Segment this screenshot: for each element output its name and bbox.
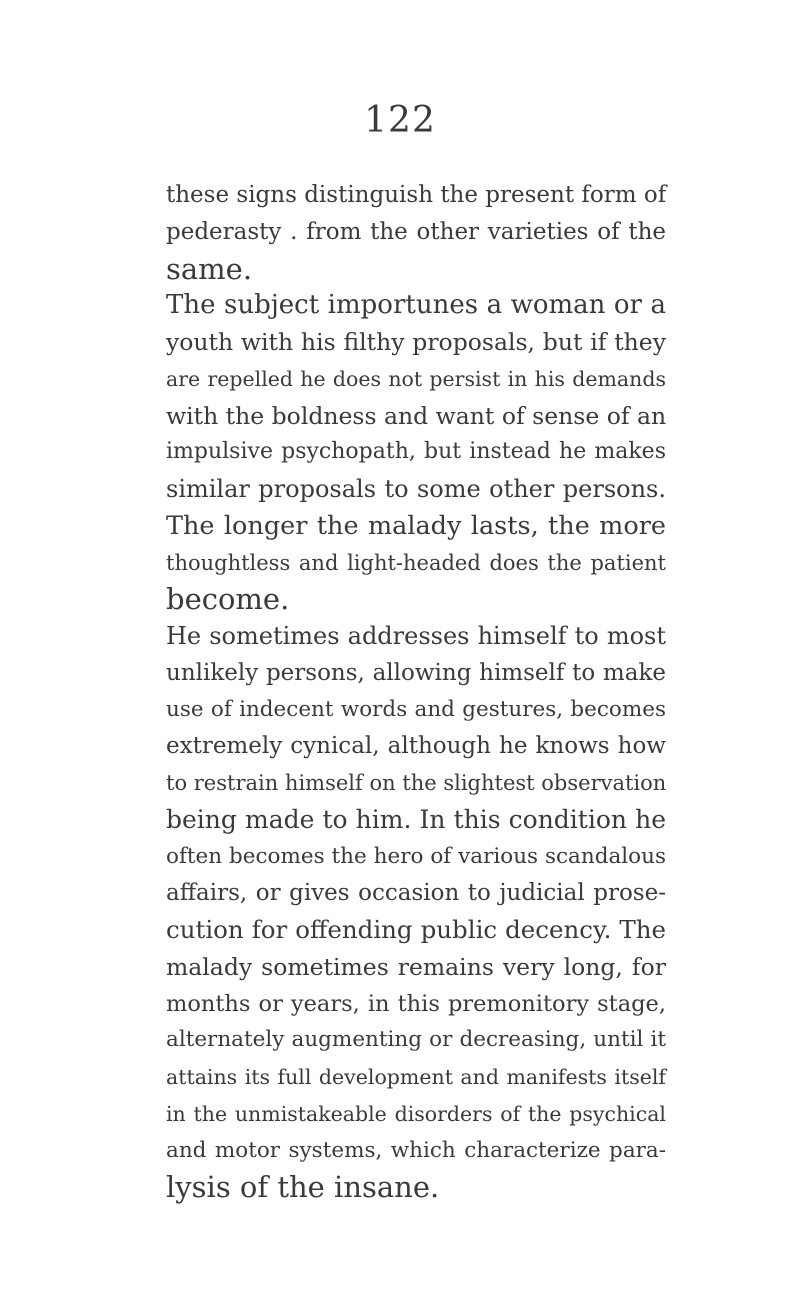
- text-line: alternately augmenting or decreasing, until it: [166, 1027, 666, 1053]
- text-line: use of indecent words and gestures, becomes: [166, 696, 666, 722]
- text-line: these signs distinguish the present form of: [166, 182, 667, 208]
- text-line: same.: [166, 251, 253, 286]
- text-line: to restrain himself on the slightest observation: [166, 771, 667, 795]
- text-line: often becomes the hero of various scandalous: [166, 843, 666, 869]
- text-line: He sometimes addresses himself to most: [166, 622, 666, 650]
- text-line: being made to him. In this condition he: [166, 804, 666, 834]
- text-line: youth with his filthy proposals, but if they: [166, 328, 666, 356]
- text-line: lysis of the insane.: [166, 1170, 440, 1205]
- text-line: affairs, or gives occasion to judicial prose-: [166, 880, 666, 907]
- text-line: and motor systems, which characterize para-: [166, 1137, 666, 1163]
- text-line: impulsive psychopath, but instead he makes: [166, 439, 666, 465]
- page-number: 122: [364, 100, 436, 141]
- text-line: thoughtless and light-headed does the patient: [166, 550, 666, 575]
- text-line: attains its full development and manifests itself: [166, 1065, 666, 1089]
- text-line: become.: [166, 582, 290, 617]
- body-text: [166, 177, 666, 1206]
- text-line: months or years, in this premonitory stage,: [166, 990, 666, 1017]
- text-line: with the boldness and want of sense of an: [166, 401, 667, 430]
- text-line: similar proposals to some other persons.: [166, 475, 666, 503]
- text-line: are repelled he does not persist in his demands: [166, 366, 666, 391]
- text-line: The subject importunes a woman or a: [166, 290, 666, 321]
- text-line: cution for offending public decency. The: [166, 915, 666, 944]
- text-line: pederasty . from the other varieties of the: [166, 218, 666, 245]
- text-line: in the unmistakeable disorders of the psychical: [166, 1101, 666, 1126]
- text-line: The longer the malady lasts, the more: [166, 510, 666, 541]
- text-line: extremely cynical, although he knows how: [166, 733, 666, 760]
- text-line: malady sometimes remains very long, for: [166, 952, 666, 981]
- text-line: unlikely persons, allowing himself to make: [166, 659, 666, 686]
